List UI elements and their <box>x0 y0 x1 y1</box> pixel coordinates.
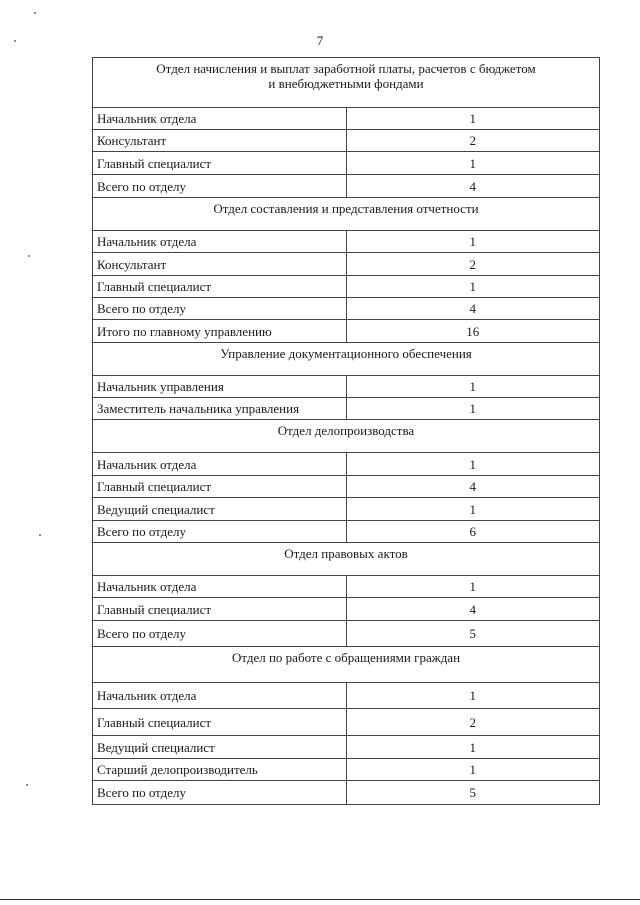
section-header-row <box>93 647 600 683</box>
table-row <box>93 621 600 647</box>
position-name: Итого по главному управлению <box>93 320 347 343</box>
position-count: 6 <box>346 521 600 543</box>
position-name: Всего по отделу <box>93 781 347 805</box>
position-count: 1 <box>346 276 600 298</box>
section-title: Отдел делопроизводства <box>93 420 600 453</box>
scan-speck <box>39 534 41 536</box>
position-count: 16 <box>346 320 600 343</box>
position-name: Всего по отделу <box>93 621 347 647</box>
position-name: Главный специалист <box>93 276 347 298</box>
position-name: Начальник отдела <box>93 231 347 253</box>
position-count: 1 <box>346 576 600 598</box>
table-row <box>93 298 600 320</box>
staffing-table-body <box>93 58 600 805</box>
table-row <box>93 598 600 621</box>
scan-speck <box>14 40 16 42</box>
position-count: 1 <box>346 152 600 175</box>
table-row <box>93 576 600 598</box>
position-name: Главный специалист <box>93 709 347 736</box>
section-header-row <box>93 198 600 231</box>
position-name: Всего по отделу <box>93 175 347 198</box>
position-count: 1 <box>346 453 600 476</box>
position-count: 4 <box>346 175 600 198</box>
scan-speck <box>26 784 28 786</box>
table-row <box>93 736 600 759</box>
table-row <box>93 521 600 543</box>
scan-speck <box>28 255 30 257</box>
section-title: Отдел правовых актов <box>93 543 600 576</box>
position-count: 4 <box>346 476 600 498</box>
position-name: Всего по отделу <box>93 298 347 320</box>
position-count: 1 <box>346 108 600 130</box>
table-row <box>93 759 600 781</box>
position-count: 4 <box>346 298 600 320</box>
position-name: Начальник отдела <box>93 108 347 130</box>
table-row <box>93 476 600 498</box>
position-name: Ведущий специалист <box>93 498 347 521</box>
table-row <box>93 130 600 152</box>
table-row <box>93 453 600 476</box>
position-name: Начальник отдела <box>93 683 347 709</box>
page-number: 7 <box>316 33 324 48</box>
position-count: 1 <box>346 683 600 709</box>
position-count: 1 <box>346 398 600 420</box>
position-count: 4 <box>346 598 600 621</box>
position-name: Начальник отдела <box>93 576 347 598</box>
position-name: Главный специалист <box>93 152 347 175</box>
table-row <box>93 683 600 709</box>
section-header-row <box>93 420 600 453</box>
section-header-row <box>93 543 600 576</box>
position-name: Главный специалист <box>93 476 347 498</box>
position-name: Консультант <box>93 253 347 276</box>
position-name: Всего по отделу <box>93 521 347 543</box>
position-name: Ведущий специалист <box>93 736 347 759</box>
section-header-row <box>93 343 600 376</box>
position-count: 1 <box>346 231 600 253</box>
position-count: 1 <box>346 376 600 398</box>
position-name: Начальник отдела <box>93 453 347 476</box>
position-count: 2 <box>346 709 600 736</box>
table-row <box>93 108 600 130</box>
table-row <box>93 781 600 805</box>
scan-edge-line <box>0 899 640 900</box>
position-count: 1 <box>346 736 600 759</box>
section-title: Отдел начисления и выплат заработной платы, расчетов с бюджетом и внебюджетными фондами <box>93 58 600 108</box>
section-title: Отдел по работе с обращениями граждан <box>93 647 600 683</box>
table-row <box>93 276 600 298</box>
section-header-row <box>93 58 600 108</box>
table-row <box>93 320 600 343</box>
position-count: 1 <box>346 498 600 521</box>
scan-speck <box>34 12 36 14</box>
position-count: 5 <box>346 621 600 647</box>
table-row <box>93 175 600 198</box>
position-name: Главный специалист <box>93 598 347 621</box>
position-name: Старший делопроизводитель <box>93 759 347 781</box>
table-row <box>93 498 600 521</box>
section-title: Отдел составления и представления отчетности <box>93 198 600 231</box>
position-name: Заместитель начальника управления <box>93 398 347 420</box>
position-name: Консультант <box>93 130 347 152</box>
position-name: Начальник управления <box>93 376 347 398</box>
table-row <box>93 152 600 175</box>
table-row <box>93 231 600 253</box>
position-count: 5 <box>346 781 600 805</box>
table-row <box>93 376 600 398</box>
staffing-table <box>92 57 600 805</box>
position-count: 1 <box>346 759 600 781</box>
position-count: 2 <box>346 130 600 152</box>
position-count: 2 <box>346 253 600 276</box>
section-title: Управление документационного обеспечения <box>93 343 600 376</box>
table-row <box>93 253 600 276</box>
table-row <box>93 398 600 420</box>
table-row <box>93 709 600 736</box>
